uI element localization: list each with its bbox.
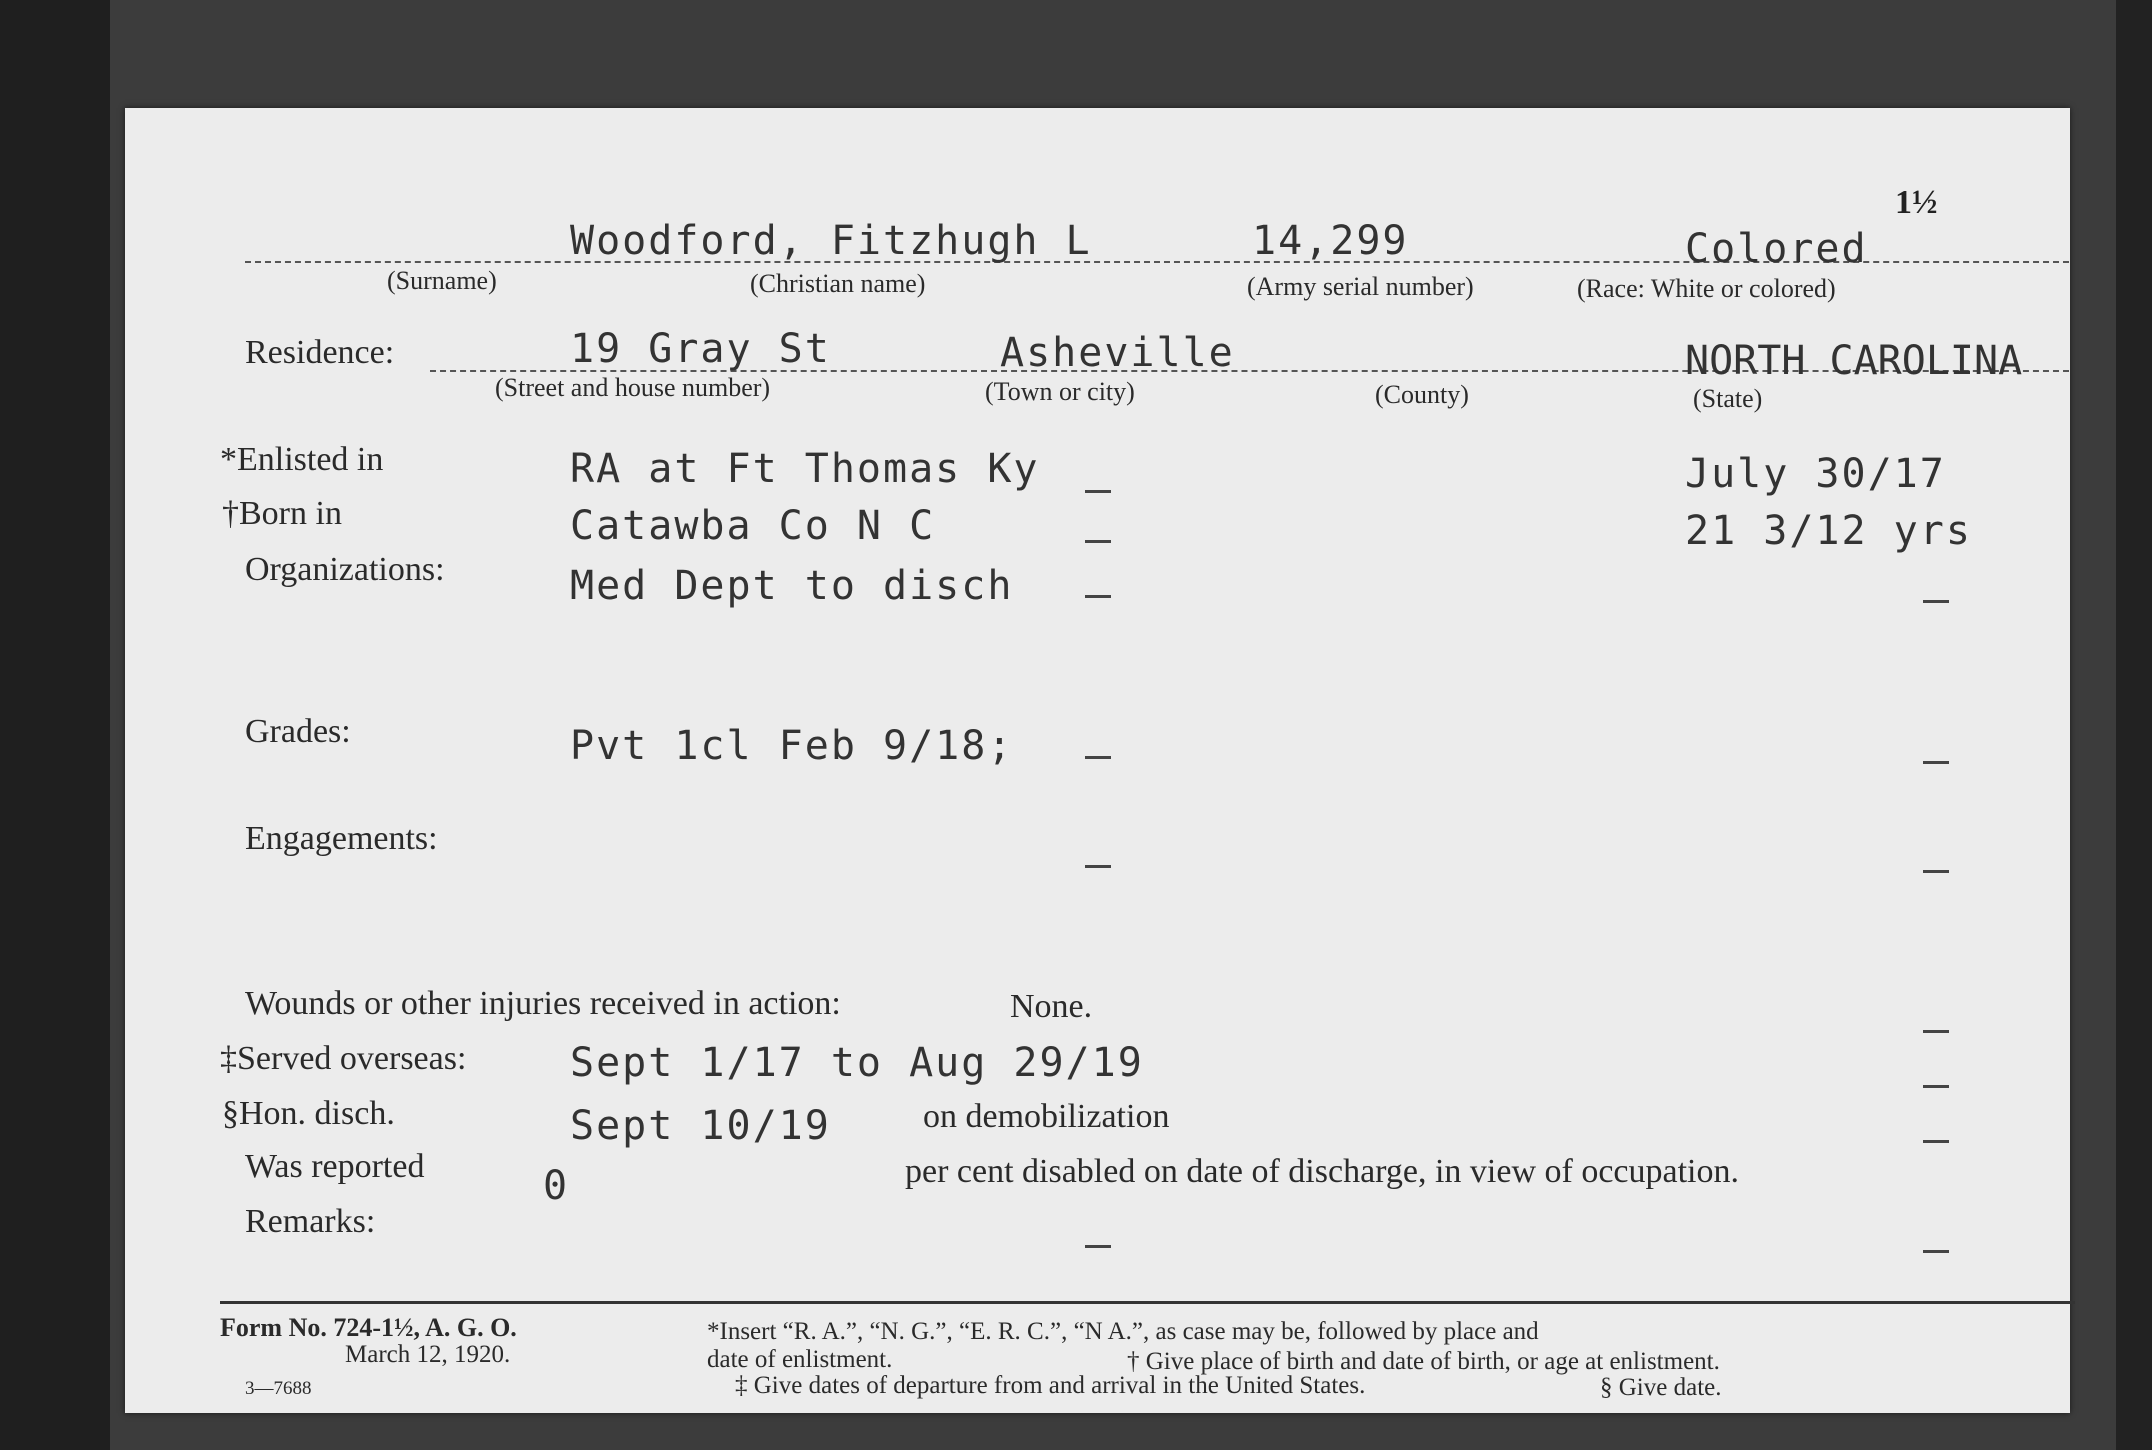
- was-reported-label: Was reported: [245, 1148, 425, 1185]
- organizations-value: Med Dept to disch: [570, 563, 1014, 609]
- organizations-dash: [1085, 595, 1111, 598]
- scan-background-left: [0, 0, 110, 1450]
- organizations-label: Organizations:: [245, 551, 445, 588]
- race-value: Colored: [1685, 226, 1868, 272]
- wounds-label: Wounds or other injuries received in action:: [245, 985, 841, 1022]
- organizations-right-dash: [1923, 600, 1949, 603]
- caption-race: (Race: White or colored): [1577, 274, 1836, 303]
- card-number: 1½: [1895, 184, 1938, 221]
- hon-disch-value: Sept 10/19: [570, 1103, 831, 1149]
- born-dash: [1085, 540, 1111, 543]
- hon-disch-label: §Hon. disch.: [222, 1095, 395, 1132]
- born-value: Catawba Co N C: [570, 503, 936, 549]
- scan-background-right: [2116, 0, 2152, 1450]
- form-number: Form No. 724-1½, A. G. O.: [220, 1313, 517, 1342]
- caption-serial: (Army serial number): [1247, 272, 1474, 301]
- residence-street: 19 Gray St: [570, 326, 831, 372]
- born-label: †Born in: [222, 495, 342, 532]
- residence-state: NORTH CAROLINA: [1685, 338, 2023, 384]
- residence-label: Residence:: [245, 334, 395, 371]
- grades-value: Pvt 1cl Feb 9/18;: [570, 723, 1014, 769]
- remarks-right-dash: [1923, 1250, 1949, 1253]
- wounds-right-dash: [1923, 1030, 1949, 1033]
- grades-label: Grades:: [245, 713, 351, 750]
- served-overseas-value: Sept 1/17 to Aug 29/19: [570, 1040, 1144, 1086]
- remarks-label: Remarks:: [245, 1203, 376, 1240]
- print-number: 3—7688: [245, 1378, 312, 1399]
- caption-surname: (Surname): [387, 266, 497, 295]
- footnote-insert-cont: date of enlistment.: [707, 1346, 893, 1373]
- engagements-right-dash: [1923, 870, 1949, 873]
- service-record-card: [125, 108, 2070, 1413]
- footer-rule: [220, 1301, 2075, 1304]
- remarks-dash: [1085, 1245, 1111, 1248]
- caption-town: (Town or city): [985, 377, 1135, 406]
- served-overseas-right-dash: [1923, 1085, 1949, 1088]
- on-demobilization-text: on demobilization: [923, 1098, 1170, 1135]
- grades-right-dash: [1923, 761, 1949, 764]
- served-overseas-label: ‡Served overseas:: [220, 1040, 467, 1077]
- enlisted-label: *Enlisted in: [220, 441, 384, 478]
- hon-disch-right-dash: [1923, 1140, 1949, 1143]
- caption-state: (State): [1693, 384, 1763, 413]
- footnote-insert: *Insert “R. A.”, “N. G.”, “E. R. C.”, “N A.”, as case may be, followed by place and: [707, 1318, 1539, 1345]
- enlisted-dash: [1085, 490, 1111, 493]
- per-cent-disabled-text: per cent disabled on date of discharge, in view of occupation.: [905, 1153, 1739, 1190]
- footnote-hon-disch: § Give date.: [1600, 1374, 1722, 1401]
- caption-christian-name: (Christian name): [750, 269, 926, 298]
- born-age: 21 3/12 yrs: [1685, 508, 1972, 554]
- enlisted-date: July 30/17: [1685, 451, 1946, 497]
- form-date: March 12, 1920.: [345, 1341, 511, 1368]
- footnote-overseas: ‡ Give dates of departure from and arrival in the United States.: [735, 1372, 1366, 1399]
- engagements-label: Engagements:: [245, 820, 438, 857]
- name-value: Woodford, Fitzhugh L: [570, 218, 1092, 264]
- enlisted-value: RA at Ft Thomas Ky: [570, 446, 1040, 492]
- wounds-value: None.: [1010, 988, 1093, 1025]
- caption-county: (County): [1375, 380, 1469, 409]
- was-reported-value: 0: [543, 1163, 570, 1209]
- footnote-born: † Give place of birth and date of birth, or age at enlistment.: [1127, 1348, 1720, 1375]
- engagements-dash: [1085, 865, 1111, 868]
- residence-town: Asheville: [1000, 330, 1235, 376]
- serial-value: 14,299: [1252, 218, 1409, 264]
- caption-street: (Street and house number): [495, 373, 771, 402]
- grades-dash: [1085, 756, 1111, 759]
